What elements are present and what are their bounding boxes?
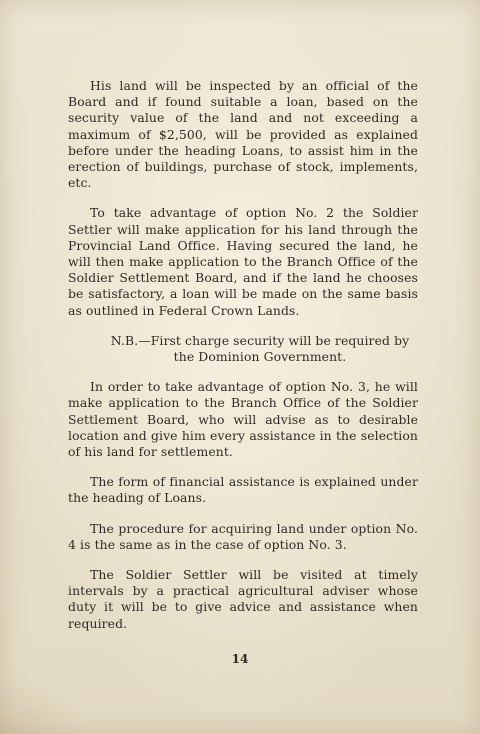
page-number: 14 [231, 652, 249, 666]
paragraph-option-4: The procedure for acquiring land under option No. 4 is the same as in the case of option No. 3. [68, 520, 418, 552]
body-text [68, 78, 418, 646]
note-first-charge: N.B.—First charge security will be required by the Dominion Government. [110, 332, 410, 365]
paragraph-inspection: His land will be inspected by an official of the Board and if found suitable a loan, based on the security value of the land and not exceeding a maximum of $2,500, will be provided as explained before under the heading Loans, to assist him in the erection of buildings, purchase of stock, implements, etc. [68, 78, 418, 191]
paragraph-financial-assistance: The form of financial assistance is explained under the heading of Loans. [68, 474, 418, 506]
paragraph-adviser: The Soldier Settler will be visited at timely intervals by a practical agricultural adviser whose duty it will be to give advice and assistance when required. [68, 567, 418, 631]
paragraph-option-3: In order to take advantage of option No. 3, he will make application to the Branch Office of the Soldier Settlement Board, who will advise as to desirable location and give him every assistance in the selection of his land for settlement. [68, 379, 418, 460]
paragraph-option-2: To take advantage of option No. 2 the Soldier Settler will make application for his land through the Provincial Land Office. Having secured the land, he will then make application to the Branch Office of the Soldier Settlement Board, and if the land he chooses be satisfactory, a loan will be made on the same basis as outlined in Federal Crown Lands. [68, 205, 418, 318]
